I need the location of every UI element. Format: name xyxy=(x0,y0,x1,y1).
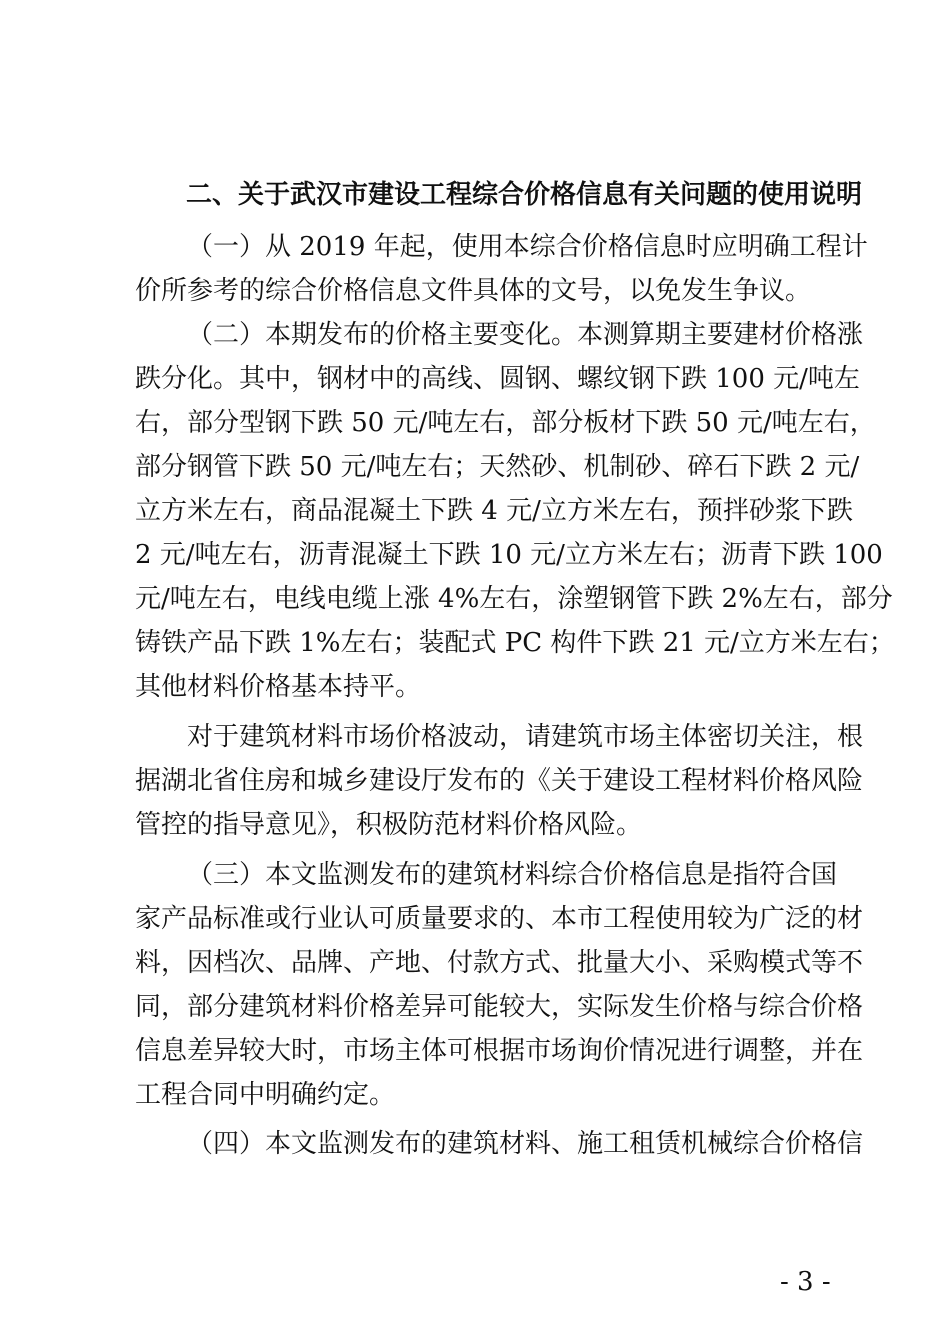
paragraph-line: 对于建筑材料市场价格波动，请建筑市场主体密切关注，根 xyxy=(187,722,864,752)
paragraph-line: （一）从 2019 年起，使用本综合价格信息时应明确工程计 xyxy=(187,232,868,262)
paragraph-line: 价所参考的综合价格信息文件具体的文号，以免发生争议。 xyxy=(135,276,812,306)
paragraph-line: （三）本文监测发布的建筑材料综合价格信息是指符合国 xyxy=(187,860,838,890)
paragraph-line: 元/吨左右，电线电缆上涨 4%左右，涂塑钢管下跌 2%左右，部分 xyxy=(135,584,893,614)
paragraph-line: 铸铁产品下跌 1%左右；装配式 PC 构件下跌 21 元/立方米左右； xyxy=(135,628,895,658)
paragraph-line: 其他材料价格基本持平。 xyxy=(135,672,422,702)
paragraph-line: 跌分化。其中，钢材中的高线、圆钢、螺纹钢下跌 100 元/吨左 xyxy=(135,364,860,394)
paragraph-line: 料，因档次、品牌、产地、付款方式、批量大小、采购模式等不 xyxy=(135,948,864,978)
paragraph-line: 信息差异较大时，市场主体可根据市场询价情况进行调整，并在 xyxy=(135,1036,864,1066)
paragraph-line: 右，部分型钢下跌 50 元/吨左右，部分板材下跌 50 元/吨左右， xyxy=(135,408,876,438)
paragraph-line: 工程合同中明确约定。 xyxy=(135,1080,396,1110)
paragraph-line: 家产品标准或行业认可质量要求的、本市工程使用较为广泛的材 xyxy=(135,904,864,934)
paragraph-line: 据湖北省住房和城乡建设厅发布的《关于建设工程材料价格风险 xyxy=(135,766,864,796)
paragraph-line: 立方米左右，商品混凝土下跌 4 元/立方米左右，预拌砂浆下跌 xyxy=(135,496,853,526)
paragraph-line: （四）本文监测发布的建筑材料、施工租赁机械综合价格信 xyxy=(187,1129,864,1159)
paragraph-line: 部分钢管下跌 50 元/吨左右；天然砂、机制砂、碎石下跌 2 元/ xyxy=(135,452,860,482)
paragraph-line: 2 元/吨左右，沥青混凝土下跌 10 元/立方米左右；沥青下跌 100 xyxy=(135,540,883,570)
paragraph-line: （二）本期发布的价格主要变化。本测算期主要建材价格涨 xyxy=(187,320,864,350)
paragraph-line: 管控的指导意见》，积极防范材料价格风险。 xyxy=(135,810,643,840)
paragraph-line: 同，部分建筑材料价格差异可能较大，实际发生价格与综合价格 xyxy=(135,992,864,1022)
page-number: - 3 - xyxy=(780,1267,831,1297)
section-heading: 二、关于武汉市建设工程综合价格信息有关问题的使用说明 xyxy=(186,180,863,210)
